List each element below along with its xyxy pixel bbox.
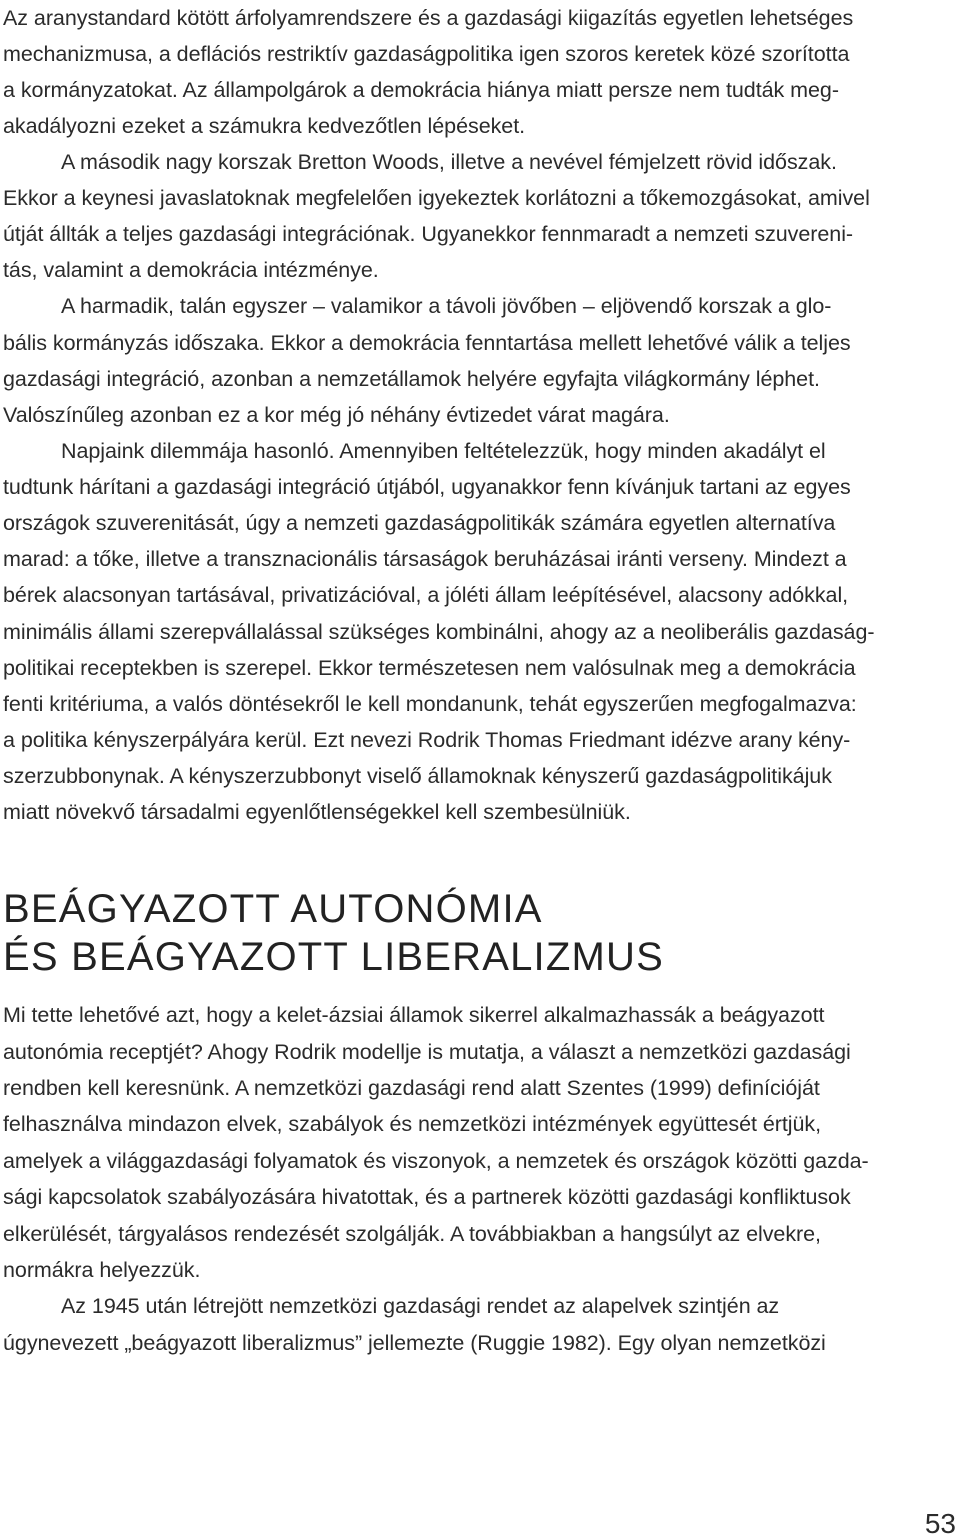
text-line: tás, valamint a demokrácia intézménye.: [3, 258, 379, 282]
text-line: miatt növekvő társadalmi egyenlőtlenségekkel kell szembesülniük.: [3, 800, 631, 824]
text-line: bális kormányzás időszaka. Ekkor a demokrácia fenntartása mellett lehetővé válik a teljes: [3, 331, 851, 355]
text-line: Mi tette lehetővé azt, hogy a kelet-ázsiai államok sikerrel alkalmazhassák a beágyazott: [3, 1003, 825, 1027]
text-line: elkerülését, tárgyalásos rendezését szolgálják. A továbbiakban a hangsúlyt az elvekre,: [3, 1222, 821, 1246]
text-line: gazdasági integráció, azonban a nemzetállamok helyére egyfajta világkormány léphet.: [3, 367, 820, 391]
text-line: normákra helyezzük.: [3, 1258, 201, 1282]
text-line: útját állták a teljes gazdasági integrációnak. Ugyanekkor fennmaradt a nemzeti szuvereni-: [3, 222, 854, 246]
text-line: marad: a tőke, illetve a transznacionális társaságok beruházásai iránti verseny. Mindezt a: [3, 547, 847, 571]
page-number: 53: [924, 1508, 956, 1539]
text-line: akadályozni ezeket a számukra kedvezőtlen lépéseket.: [3, 114, 526, 138]
text-line: tudtunk hárítani a gazdasági integráció útjából, ugyanakkor fenn kívánjuk tartani az egyes: [3, 475, 851, 499]
text-line: Az 1945 után létrejött nemzetközi gazdasági rendet az alapelvek szintjén az: [61, 1294, 780, 1318]
text-line: szerzubbonynak. A kényszerzubbonyt viselő államoknak kényszerű gazdaságpolitikájuk: [3, 764, 832, 788]
text-line: a politika kényszerpályára kerül. Ezt nevezi Rodrik Thomas Friedmant idézve arany kény-: [3, 728, 851, 752]
text-line: országok szuverenitását, úgy a nemzeti gazdaságpolitikák számára egyetlen alternatíva: [3, 511, 836, 535]
text-line: fenti kritériuma, a valós döntésekről le kell mondanunk, tehát egyszerűen megfogalmazva:: [3, 692, 857, 716]
text-line: a kormányzatokat. Az állampolgárok a demokrácia hiánya miatt persze nem tudták meg-: [3, 78, 839, 102]
text-line: autonómia receptjét? Ahogy Rodrik modellje is mutatja, a választ a nemzetközi gazdasági: [3, 1040, 851, 1064]
text-line: Ekkor a keynesi javaslatoknak megfelelően igyekeztek korlátozni a tőkemozgásokat, amivel: [3, 186, 870, 210]
text-line: A harmadik, talán egyszer – valamikor a távoli jövőben – eljövendő korszak a glo-: [61, 294, 832, 318]
text-line: Az aranystandard kötött árfolyamrendszere és a gazdasági kiigazítás egyetlen lehetséges: [3, 6, 854, 30]
text-line: mechanizmusa, a deflációs restriktív gazdaságpolitika igen szoros keretek közé szorította: [3, 42, 850, 66]
text-line: A második nagy korszak Bretton Woods, illetve a nevével fémjelzett rövid időszak.: [61, 150, 837, 174]
section-heading-line-2: ÉS BEÁGYAZOTT LIBERALIZMUS: [3, 935, 664, 979]
section-heading-line-1: BEÁGYAZOTT AUTONÓMIA: [3, 887, 543, 931]
text-line: minimális állami szerepvállalással szükséges kombinálni, ahogy az a neoliberális gazdaság-: [3, 620, 875, 644]
text-line: Valószínűleg azonban ez a kor még jó néhány évtizedet várat magára.: [3, 403, 670, 427]
text-line: bérek alacsonyan tartásával, privatizációval, a jóléti állam leépítésével, alacsony adókkal,: [3, 583, 849, 607]
text-line: úgynevezett „beágyazott liberalizmus” jellemezte (Ruggie 1982). Egy olyan nemzetközi: [3, 1331, 826, 1355]
text-line: Napjaink dilemmája hasonló. Amennyiben feltételezzük, hogy minden akadályt el: [61, 439, 826, 463]
text-line: sági kapcsolatok szabályozására hivatottak, és a partnerek közötti gazdasági konfliktusok: [3, 1185, 851, 1209]
text-line: felhasználva mindazon elvek, szabályok és nemzetközi intézmények együttesét értjük,: [3, 1112, 822, 1136]
text-line: amelyek a világgazdasági folyamatok és viszonyok, a nemzetek és országok közötti gazda-: [3, 1149, 869, 1173]
text-line: rendben kell keresnünk. A nemzetközi gazdasági rend alatt Szentes (1999) definícióját: [3, 1076, 820, 1100]
text-line: politikai receptekben is szerepel. Ekkor természetesen nem valósulnak meg a demokrácia: [3, 656, 856, 680]
